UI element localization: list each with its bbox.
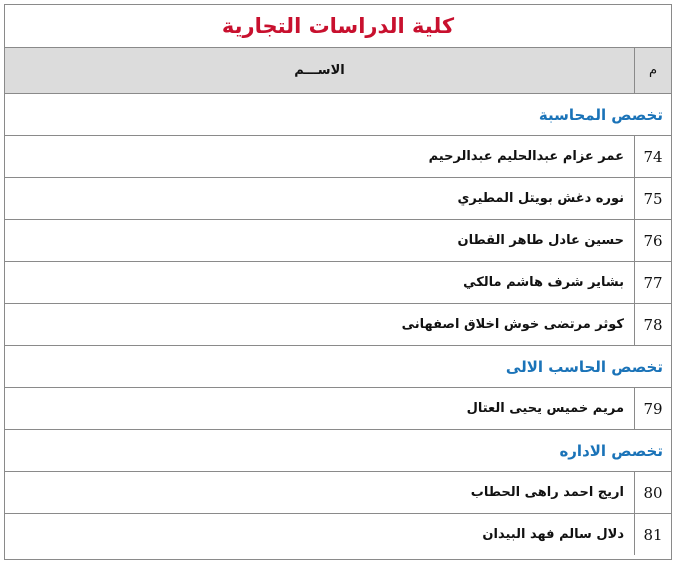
row-name: كوثر مرتضى خوش اخلاق اصفهانى: [401, 317, 624, 332]
row-name: نوره دغش بويتل المطيري: [457, 191, 624, 206]
table-row: [5, 472, 671, 514]
table-header: [5, 48, 671, 94]
row-name: اريج احمد راهى الحطاب: [470, 485, 624, 500]
table-row: [5, 136, 671, 178]
row-num: 74: [634, 136, 671, 177]
table-row: [5, 178, 671, 220]
row-name: حسين عادل طاهر القطان: [457, 233, 624, 248]
row-num: 77: [634, 262, 671, 303]
row-name: بشاير شرف هاشم مالكي: [463, 275, 624, 290]
row-name: عمر عزام عبدالحليم عبدالرحيم: [428, 149, 624, 164]
student-list-table: [4, 4, 672, 560]
row-num: 80: [634, 472, 671, 513]
row-num: 78: [634, 304, 671, 345]
row-num: 81: [634, 514, 671, 555]
row-name: دلال سالم فهد البيدان: [482, 527, 624, 542]
header-num: م: [634, 48, 671, 93]
row-num: 79: [634, 388, 671, 429]
row-name: مريم خميس يحيى العتال: [466, 401, 624, 416]
row-num: 75: [634, 178, 671, 219]
section-accounting: تخصص المحاسبة: [5, 94, 671, 136]
header-name: الاســـم: [294, 63, 345, 78]
table-row: [5, 514, 671, 555]
table-row: [5, 220, 671, 262]
page-title: كلية الدراسات التجارية: [5, 5, 671, 48]
table-row: [5, 388, 671, 430]
section-management: تخصص الاداره: [5, 430, 671, 472]
table-row: [5, 304, 671, 346]
row-num: 76: [634, 220, 671, 261]
section-computer: تخصص الحاسب الالى: [5, 346, 671, 388]
table-row: [5, 262, 671, 304]
